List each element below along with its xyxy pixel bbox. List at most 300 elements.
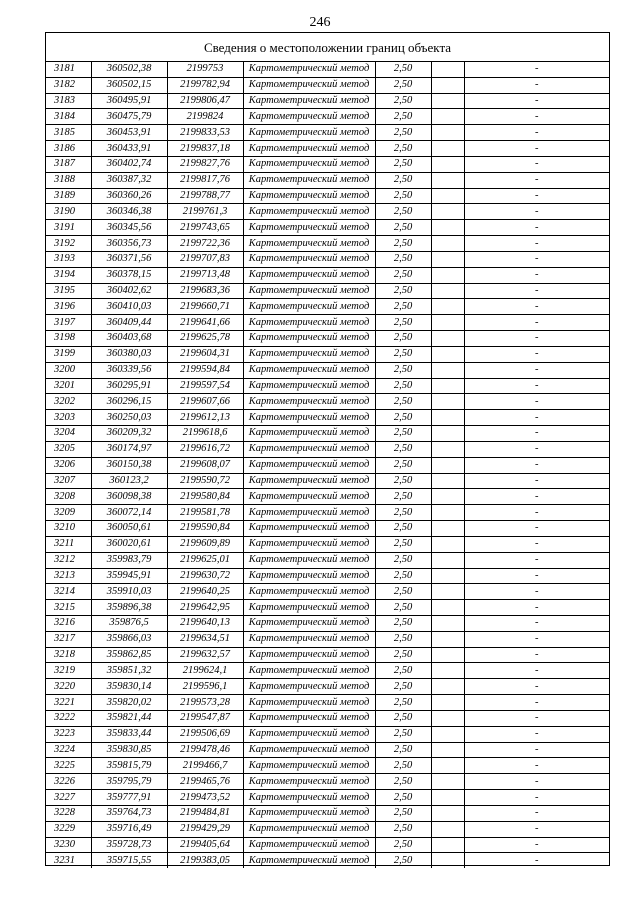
y-coordinate-cell: 2199640,25	[167, 584, 243, 600]
table-row	[46, 457, 609, 473]
point-number-cell: 3231	[46, 853, 91, 868]
method-cell: Картометрический метод	[243, 426, 375, 442]
y-coordinate-cell: 2199607,66	[167, 394, 243, 410]
point-number-cell: 3212	[46, 552, 91, 568]
point-number-cell: 3204	[46, 426, 91, 442]
table-body	[46, 62, 609, 868]
accuracy-cell: 2,50	[375, 378, 431, 394]
accuracy-cell: 2,50	[375, 837, 431, 853]
description-cell: -	[464, 410, 609, 426]
description-cell: -	[464, 489, 609, 505]
description-cell: -	[464, 93, 609, 109]
point-number-cell: 3187	[46, 156, 91, 172]
empty-cell	[431, 378, 464, 394]
table-row	[46, 663, 609, 679]
x-coordinate-cell: 359851,32	[91, 663, 167, 679]
method-cell: Картометрический метод	[243, 821, 375, 837]
table-row	[46, 251, 609, 267]
method-cell: Картометрический метод	[243, 647, 375, 663]
accuracy-cell: 2,50	[375, 251, 431, 267]
empty-cell	[431, 615, 464, 631]
x-coordinate-cell: 360495,91	[91, 93, 167, 109]
point-number-cell: 3185	[46, 125, 91, 141]
y-coordinate-cell: 2199806,47	[167, 93, 243, 109]
y-coordinate-cell: 2199573,28	[167, 695, 243, 711]
method-cell: Картометрический метод	[243, 109, 375, 125]
accuracy-cell: 2,50	[375, 505, 431, 521]
table-row	[46, 299, 609, 315]
method-cell: Картометрический метод	[243, 394, 375, 410]
table-row	[46, 489, 609, 505]
empty-cell	[431, 125, 464, 141]
table-row	[46, 77, 609, 93]
description-cell: -	[464, 204, 609, 220]
table-row	[46, 552, 609, 568]
empty-cell	[431, 362, 464, 378]
x-coordinate-cell: 359777,91	[91, 790, 167, 806]
point-number-cell: 3202	[46, 394, 91, 410]
table-row	[46, 410, 609, 426]
point-number-cell: 3217	[46, 631, 91, 647]
method-cell: Картометрический метод	[243, 758, 375, 774]
description-cell: -	[464, 236, 609, 252]
empty-cell	[431, 394, 464, 410]
x-coordinate-cell: 360150,38	[91, 457, 167, 473]
table-row	[46, 647, 609, 663]
table-row	[46, 441, 609, 457]
description-cell: -	[464, 362, 609, 378]
x-coordinate-cell: 360387,32	[91, 172, 167, 188]
empty-cell	[431, 695, 464, 711]
description-cell: -	[464, 679, 609, 695]
empty-cell	[431, 600, 464, 616]
empty-cell	[431, 156, 464, 172]
method-cell: Картометрический метод	[243, 552, 375, 568]
x-coordinate-cell: 359866,03	[91, 631, 167, 647]
y-coordinate-cell: 2199624,1	[167, 663, 243, 679]
method-cell: Картометрический метод	[243, 267, 375, 283]
x-coordinate-cell: 359716,49	[91, 821, 167, 837]
empty-cell	[431, 188, 464, 204]
description-cell: -	[464, 663, 609, 679]
table-row	[46, 315, 609, 331]
empty-cell	[431, 505, 464, 521]
boundary-table-frame	[45, 32, 610, 866]
accuracy-cell: 2,50	[375, 584, 431, 600]
accuracy-cell: 2,50	[375, 362, 431, 378]
point-number-cell: 3196	[46, 299, 91, 315]
y-coordinate-cell: 2199837,18	[167, 141, 243, 157]
point-number-cell: 3227	[46, 790, 91, 806]
description-cell: -	[464, 568, 609, 584]
accuracy-cell: 2,50	[375, 109, 431, 125]
point-number-cell: 3222	[46, 710, 91, 726]
accuracy-cell: 2,50	[375, 315, 431, 331]
table-row	[46, 426, 609, 442]
x-coordinate-cell: 360295,91	[91, 378, 167, 394]
x-coordinate-cell: 359833,44	[91, 726, 167, 742]
table-row	[46, 172, 609, 188]
y-coordinate-cell: 2199743,65	[167, 220, 243, 236]
point-number-cell: 3218	[46, 647, 91, 663]
table-row	[46, 837, 609, 853]
method-cell: Картометрический метод	[243, 315, 375, 331]
coordinates-table	[46, 62, 609, 868]
x-coordinate-cell: 360020,61	[91, 536, 167, 552]
empty-cell	[431, 299, 464, 315]
method-cell: Картометрический метод	[243, 378, 375, 394]
accuracy-cell: 2,50	[375, 331, 431, 347]
x-coordinate-cell: 360339,56	[91, 362, 167, 378]
empty-cell	[431, 236, 464, 252]
method-cell: Картометрический метод	[243, 521, 375, 537]
table-row	[46, 821, 609, 837]
table-row	[46, 758, 609, 774]
empty-cell	[431, 758, 464, 774]
table-row	[46, 805, 609, 821]
table-row	[46, 93, 609, 109]
x-coordinate-cell: 359896,38	[91, 600, 167, 616]
method-cell: Картометрический метод	[243, 805, 375, 821]
x-coordinate-cell: 359910,03	[91, 584, 167, 600]
description-cell: -	[464, 346, 609, 362]
method-cell: Картометрический метод	[243, 220, 375, 236]
description-cell: -	[464, 805, 609, 821]
y-coordinate-cell: 2199632,57	[167, 647, 243, 663]
description-cell: -	[464, 109, 609, 125]
method-cell: Картометрический метод	[243, 77, 375, 93]
empty-cell	[431, 251, 464, 267]
x-coordinate-cell: 359820,02	[91, 695, 167, 711]
point-number-cell: 3194	[46, 267, 91, 283]
empty-cell	[431, 441, 464, 457]
point-number-cell: 3229	[46, 821, 91, 837]
description-cell: -	[464, 584, 609, 600]
method-cell: Картометрический метод	[243, 93, 375, 109]
y-coordinate-cell: 2199640,13	[167, 615, 243, 631]
accuracy-cell: 2,50	[375, 805, 431, 821]
description-cell: -	[464, 315, 609, 331]
point-number-cell: 3184	[46, 109, 91, 125]
method-cell: Картометрический метод	[243, 236, 375, 252]
empty-cell	[431, 315, 464, 331]
point-number-cell: 3230	[46, 837, 91, 853]
table-row	[46, 568, 609, 584]
empty-cell	[431, 109, 464, 125]
table-row	[46, 362, 609, 378]
method-cell: Картометрический метод	[243, 457, 375, 473]
y-coordinate-cell: 2199630,72	[167, 568, 243, 584]
y-coordinate-cell: 2199683,36	[167, 283, 243, 299]
description-cell: -	[464, 742, 609, 758]
x-coordinate-cell: 360403,68	[91, 331, 167, 347]
description-cell: -	[464, 125, 609, 141]
accuracy-cell: 2,50	[375, 441, 431, 457]
x-coordinate-cell: 359830,85	[91, 742, 167, 758]
description-cell: -	[464, 77, 609, 93]
y-coordinate-cell: 2199608,07	[167, 457, 243, 473]
point-number-cell: 3198	[46, 331, 91, 347]
table-row	[46, 156, 609, 172]
y-coordinate-cell: 2199616,72	[167, 441, 243, 457]
x-coordinate-cell: 360050,61	[91, 521, 167, 537]
x-coordinate-cell: 360098,38	[91, 489, 167, 505]
description-cell: -	[535, 854, 539, 866]
accuracy-cell: 2,50	[375, 521, 431, 537]
empty-cell	[431, 710, 464, 726]
accuracy-cell: 2,50	[375, 631, 431, 647]
method-cell: Картометрический метод	[243, 710, 375, 726]
description-cell: -	[464, 615, 609, 631]
y-coordinate-cell: 2199625,78	[167, 331, 243, 347]
empty-cell	[431, 141, 464, 157]
accuracy-cell: 2,50	[375, 774, 431, 790]
table-row	[46, 188, 609, 204]
x-coordinate-cell: 359876,5	[91, 615, 167, 631]
table-title: Сведения о местоположении границ объекта	[46, 33, 609, 62]
method-cell: Картометрический метод	[243, 663, 375, 679]
method-cell: Картометрический метод	[243, 837, 375, 853]
method-cell: Картометрический метод	[243, 489, 375, 505]
x-coordinate-cell: 360453,91	[91, 125, 167, 141]
point-number-cell: 3186	[46, 141, 91, 157]
method-cell: Картометрический метод	[243, 204, 375, 220]
empty-cell	[431, 568, 464, 584]
accuracy-cell: 2,50	[375, 790, 431, 806]
method-cell: Картометрический метод	[243, 188, 375, 204]
empty-cell	[431, 631, 464, 647]
y-coordinate-cell: 2199634,51	[167, 631, 243, 647]
description-cell: -	[464, 536, 609, 552]
accuracy-cell: 2,50	[375, 457, 431, 473]
description-cell: -	[464, 837, 609, 853]
accuracy-cell: 2,50	[375, 93, 431, 109]
description-cell: -	[464, 394, 609, 410]
x-coordinate-cell: 360402,74	[91, 156, 167, 172]
x-coordinate-cell: 360371,56	[91, 251, 167, 267]
empty-cell	[431, 426, 464, 442]
x-coordinate-cell: 359983,79	[91, 552, 167, 568]
point-number-cell: 3197	[46, 315, 91, 331]
accuracy-cell: 2,50	[375, 821, 431, 837]
description-cell: -	[464, 758, 609, 774]
table-row	[46, 695, 609, 711]
method-cell: Картометрический метод	[243, 600, 375, 616]
method-cell: Картометрический метод	[243, 742, 375, 758]
x-coordinate-cell: 360360,26	[91, 188, 167, 204]
y-coordinate-cell: 2199590,72	[167, 473, 243, 489]
x-coordinate-cell: 360502,15	[91, 77, 167, 93]
point-number-cell: 3215	[46, 600, 91, 616]
table-row	[46, 726, 609, 742]
table-row	[46, 346, 609, 362]
accuracy-cell: 2,50	[375, 283, 431, 299]
accuracy-cell: 2,50	[375, 394, 431, 410]
table-row	[46, 378, 609, 394]
method-cell: Картометрический метод	[243, 441, 375, 457]
y-coordinate-cell: 2199581,78	[167, 505, 243, 521]
x-coordinate-cell: 360123,2	[91, 473, 167, 489]
y-coordinate-cell: 2199618,6	[167, 426, 243, 442]
empty-cell	[431, 837, 464, 853]
y-coordinate-cell: 2199782,94	[167, 77, 243, 93]
empty-cell	[431, 62, 464, 77]
description-cell: -	[464, 441, 609, 457]
point-number-cell: 3225	[46, 758, 91, 774]
accuracy-cell: 2,50	[375, 647, 431, 663]
table-row	[46, 473, 609, 489]
description-cell: -	[464, 710, 609, 726]
accuracy-cell: 2,50	[375, 188, 431, 204]
table-row	[46, 109, 609, 125]
point-number-cell: 3214	[46, 584, 91, 600]
x-coordinate-cell: 360072,14	[91, 505, 167, 521]
table-row	[46, 331, 609, 347]
point-number-cell: 3219	[46, 663, 91, 679]
table-row	[46, 600, 609, 616]
description-cell: -	[464, 267, 609, 283]
empty-cell	[431, 853, 464, 868]
method-cell: Картометрический метод	[243, 679, 375, 695]
point-number-cell: 3183	[46, 93, 91, 109]
description-cell: -	[464, 473, 609, 489]
empty-cell	[431, 647, 464, 663]
point-number-cell: 3220	[46, 679, 91, 695]
method-cell: Картометрический метод	[243, 615, 375, 631]
table-row	[46, 853, 609, 868]
table-row	[46, 710, 609, 726]
description-cell: -	[464, 299, 609, 315]
table-row	[46, 615, 609, 631]
x-coordinate-cell: 360409,44	[91, 315, 167, 331]
table-row	[46, 505, 609, 521]
accuracy-cell: 2,50	[375, 552, 431, 568]
table-row	[46, 220, 609, 236]
y-coordinate-cell: 2199707,83	[167, 251, 243, 267]
y-coordinate-cell: 2199612,13	[167, 410, 243, 426]
empty-cell	[431, 77, 464, 93]
empty-cell	[431, 473, 464, 489]
y-coordinate-cell: 2199827,76	[167, 156, 243, 172]
empty-cell	[431, 220, 464, 236]
method-cell: Картометрический метод	[243, 568, 375, 584]
method-cell: Картометрический метод	[243, 331, 375, 347]
point-number-cell: 3206	[46, 457, 91, 473]
table-row	[46, 521, 609, 537]
y-coordinate-cell: 2199465,76	[167, 774, 243, 790]
method-cell: Картометрический метод	[243, 774, 375, 790]
point-number-cell: 3191	[46, 220, 91, 236]
method-cell: Картометрический метод	[243, 299, 375, 315]
empty-cell	[431, 410, 464, 426]
accuracy-cell: 2,50	[375, 742, 431, 758]
x-coordinate-cell: 360345,56	[91, 220, 167, 236]
empty-cell	[431, 790, 464, 806]
x-coordinate-cell: 359830,14	[91, 679, 167, 695]
y-coordinate-cell: 2199642,95	[167, 600, 243, 616]
method-cell: Картометрический метод	[243, 631, 375, 647]
y-coordinate-cell: 2199405,64	[167, 837, 243, 853]
y-coordinate-cell: 2199547,87	[167, 710, 243, 726]
description-cell: -	[464, 172, 609, 188]
point-number-cell: 3200	[46, 362, 91, 378]
accuracy-cell: 2,50	[375, 663, 431, 679]
y-coordinate-cell: 2199473,52	[167, 790, 243, 806]
accuracy-cell: 2,50	[375, 410, 431, 426]
table-row	[46, 679, 609, 695]
point-number-cell: 3193	[46, 251, 91, 267]
y-coordinate-cell: 2199641,66	[167, 315, 243, 331]
y-coordinate-cell: 2199713,48	[167, 267, 243, 283]
y-coordinate-cell: 2199590,84	[167, 521, 243, 537]
point-number-cell: 3210	[46, 521, 91, 537]
method-cell: Картометрический метод	[243, 505, 375, 521]
empty-cell	[431, 331, 464, 347]
empty-cell	[431, 267, 464, 283]
x-coordinate-cell: 360346,38	[91, 204, 167, 220]
description-cell: -	[464, 251, 609, 267]
empty-cell	[431, 457, 464, 473]
empty-cell	[431, 489, 464, 505]
y-coordinate-cell: 2199609,89	[167, 536, 243, 552]
description-cell: -	[464, 790, 609, 806]
x-coordinate-cell: 360209,32	[91, 426, 167, 442]
description-cell: -	[464, 726, 609, 742]
method-cell: Картометрический метод	[243, 156, 375, 172]
point-number-cell: 3216	[46, 615, 91, 631]
table-row	[46, 125, 609, 141]
table-row	[46, 774, 609, 790]
y-coordinate-cell: 2199604,31	[167, 346, 243, 362]
accuracy-cell: 2,50	[375, 267, 431, 283]
point-number-cell: 3189	[46, 188, 91, 204]
table-row	[46, 394, 609, 410]
table-row	[46, 631, 609, 647]
description-cell: -	[464, 188, 609, 204]
y-coordinate-cell: 2199429,29	[167, 821, 243, 837]
method-cell: Картометрический метод	[243, 695, 375, 711]
accuracy-cell: 2,50	[375, 473, 431, 489]
accuracy-cell: 2,50	[375, 679, 431, 695]
x-coordinate-cell: 360250,03	[91, 410, 167, 426]
point-number-cell: 3195	[46, 283, 91, 299]
y-coordinate-cell: 2199594,84	[167, 362, 243, 378]
point-number-cell: 3213	[46, 568, 91, 584]
empty-cell	[431, 774, 464, 790]
y-coordinate-cell: 2199761,3	[167, 204, 243, 220]
accuracy-cell: 2,50	[375, 346, 431, 362]
table-row	[46, 267, 609, 283]
point-number-cell: 3205	[46, 441, 91, 457]
table-row	[46, 536, 609, 552]
method-cell: Картометрический метод	[243, 251, 375, 267]
description-cell: -	[464, 552, 609, 568]
accuracy-cell: 2,50	[375, 568, 431, 584]
accuracy-cell: 2,50	[375, 726, 431, 742]
table-row	[46, 204, 609, 220]
point-number-cell: 3208	[46, 489, 91, 505]
y-coordinate-cell: 2199788,77	[167, 188, 243, 204]
accuracy-cell: 2,50	[375, 125, 431, 141]
accuracy-cell: 2,50	[375, 695, 431, 711]
description-cell: -	[464, 426, 609, 442]
description-cell: -	[464, 505, 609, 521]
description-cell: -	[464, 631, 609, 647]
y-coordinate-cell: 2199478,46	[167, 742, 243, 758]
point-number-cell: 3190	[46, 204, 91, 220]
y-coordinate-cell: 2199506,69	[167, 726, 243, 742]
empty-cell	[431, 821, 464, 837]
